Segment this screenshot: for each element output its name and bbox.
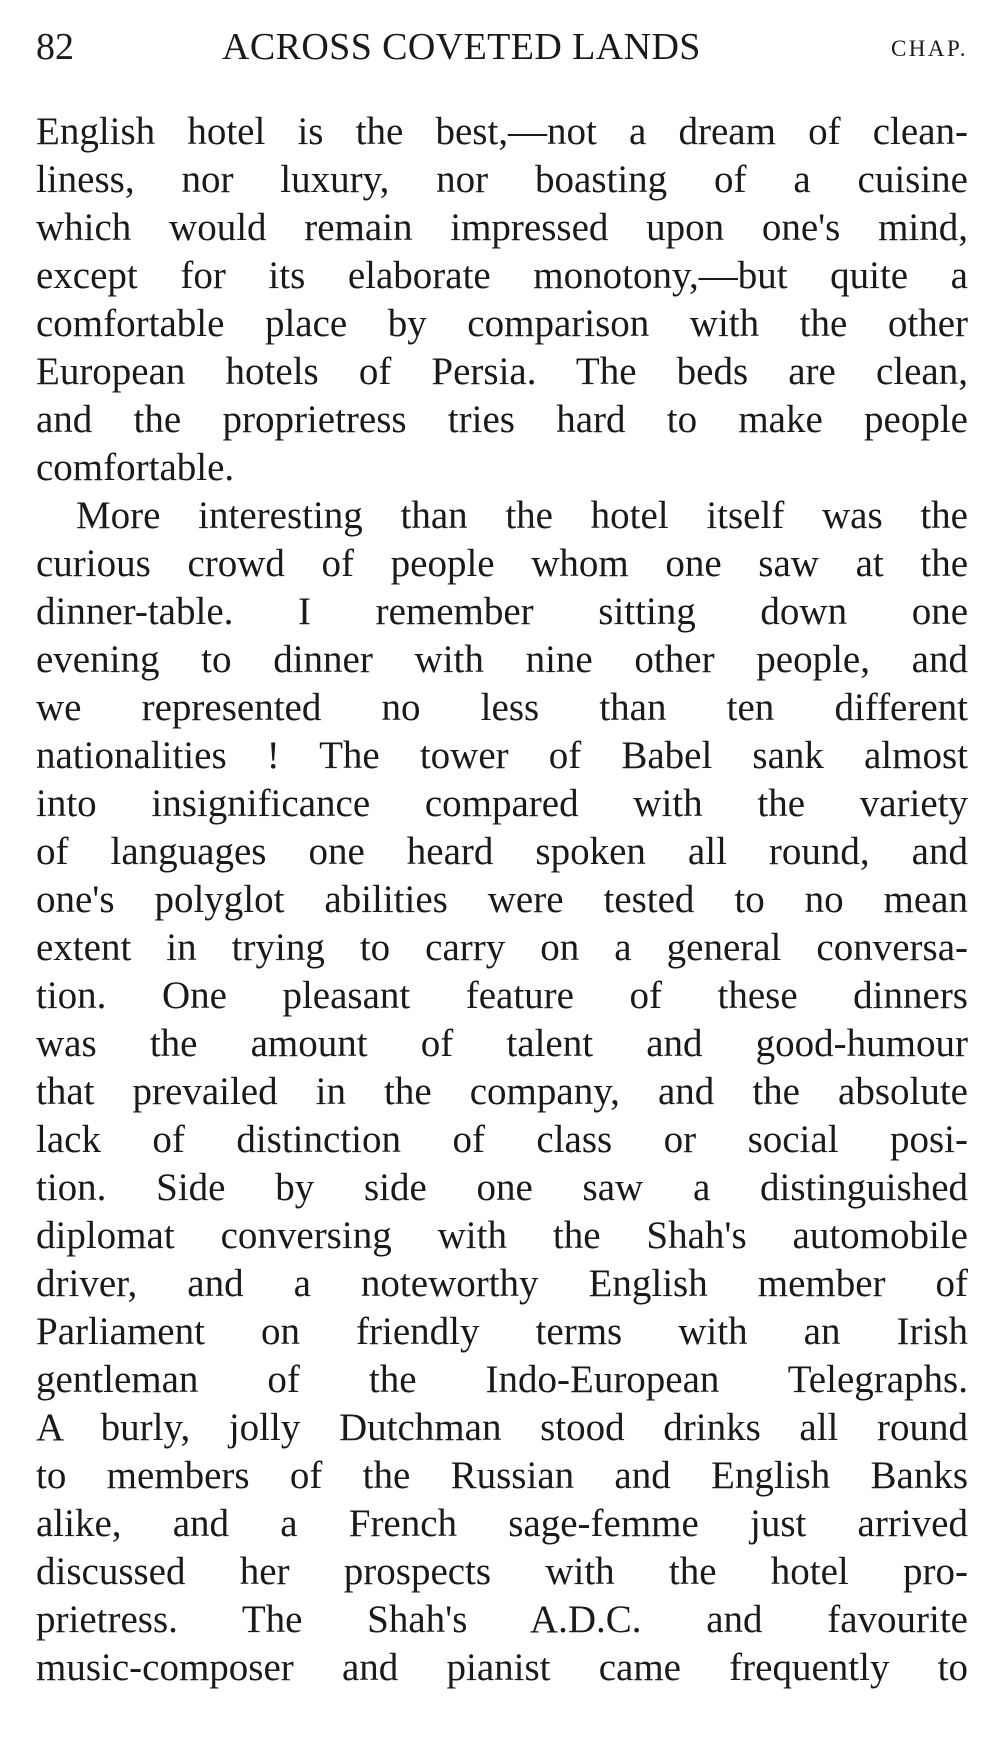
text-line: liness, nor luxury, nor boasting of a cuisine bbox=[36, 158, 968, 201]
text-line: except for its elaborate monotony,—but quite a bbox=[36, 254, 968, 297]
text-line: was the amount of talent and good-humour bbox=[36, 1022, 968, 1065]
text-line: gentleman of the Indo-European Telegraphs. bbox=[36, 1358, 968, 1401]
chapter-mark: CHAP. bbox=[890, 36, 968, 61]
text-line: one's polyglot abilities were tested to no mean bbox=[36, 878, 968, 921]
text-line: into insignificance compared with the variety bbox=[36, 782, 968, 825]
text-line: curious crowd of people whom one saw at the bbox=[36, 542, 968, 585]
text-line: we represented no less than ten different bbox=[36, 686, 968, 729]
text-line: tion. Side by side one saw a distinguished bbox=[36, 1166, 968, 1209]
text-line: English hotel is the best,—not a dream of clean- bbox=[36, 110, 968, 153]
page-number: 82 bbox=[36, 26, 74, 68]
paragraph-end-line: comfortable. bbox=[36, 446, 235, 489]
text-line: to members of the Russian and English Banks bbox=[36, 1454, 968, 1497]
paragraph-start-line: More interesting than the hotel itself was the bbox=[76, 494, 968, 537]
text-line: diplomat conversing with the Shah's automobile bbox=[36, 1214, 968, 1257]
book-title: ACROSS COVETED LANDS bbox=[222, 26, 701, 68]
text-line: of languages one heard spoken all round, and bbox=[36, 830, 968, 873]
text-line: European hotels of Persia. The beds are clean, bbox=[36, 350, 968, 393]
text-line: alike, and a French sage-femme just arrived bbox=[36, 1502, 968, 1545]
text-line: comfortable place by comparison with the other bbox=[36, 302, 968, 345]
text-line: driver, and a noteworthy English member of bbox=[36, 1262, 968, 1305]
text-line: which would remain impressed upon one's mind, bbox=[36, 206, 968, 249]
text-line: prietress. The Shah's A.D.C. and favourite bbox=[36, 1598, 968, 1641]
text-line: discussed her prospects with the hotel pro- bbox=[36, 1550, 968, 1593]
text-line: A burly, jolly Dutchman stood drinks all round bbox=[36, 1406, 968, 1449]
text-line: nationalities ! The tower of Babel sank almost bbox=[36, 734, 968, 777]
text-line: dinner-table. I remember sitting down one bbox=[36, 590, 968, 633]
text-line: extent in trying to carry on a general conversa- bbox=[36, 926, 968, 969]
text-line: Parliament on friendly terms with an Irish bbox=[36, 1310, 968, 1353]
body-text bbox=[36, 108, 968, 1692]
text-line: lack of distinction of class or social posi- bbox=[36, 1118, 968, 1161]
text-line: tion. One pleasant feature of these dinners bbox=[36, 974, 968, 1017]
text-line: music-composer and pianist came frequently to bbox=[36, 1646, 968, 1689]
running-head bbox=[36, 22, 968, 72]
text-line: that prevailed in the company, and the absolute bbox=[36, 1070, 968, 1113]
book-page bbox=[36, 0, 968, 1748]
text-line: evening to dinner with nine other people, and bbox=[36, 638, 968, 681]
text-line: and the proprietress tries hard to make people bbox=[36, 398, 968, 441]
